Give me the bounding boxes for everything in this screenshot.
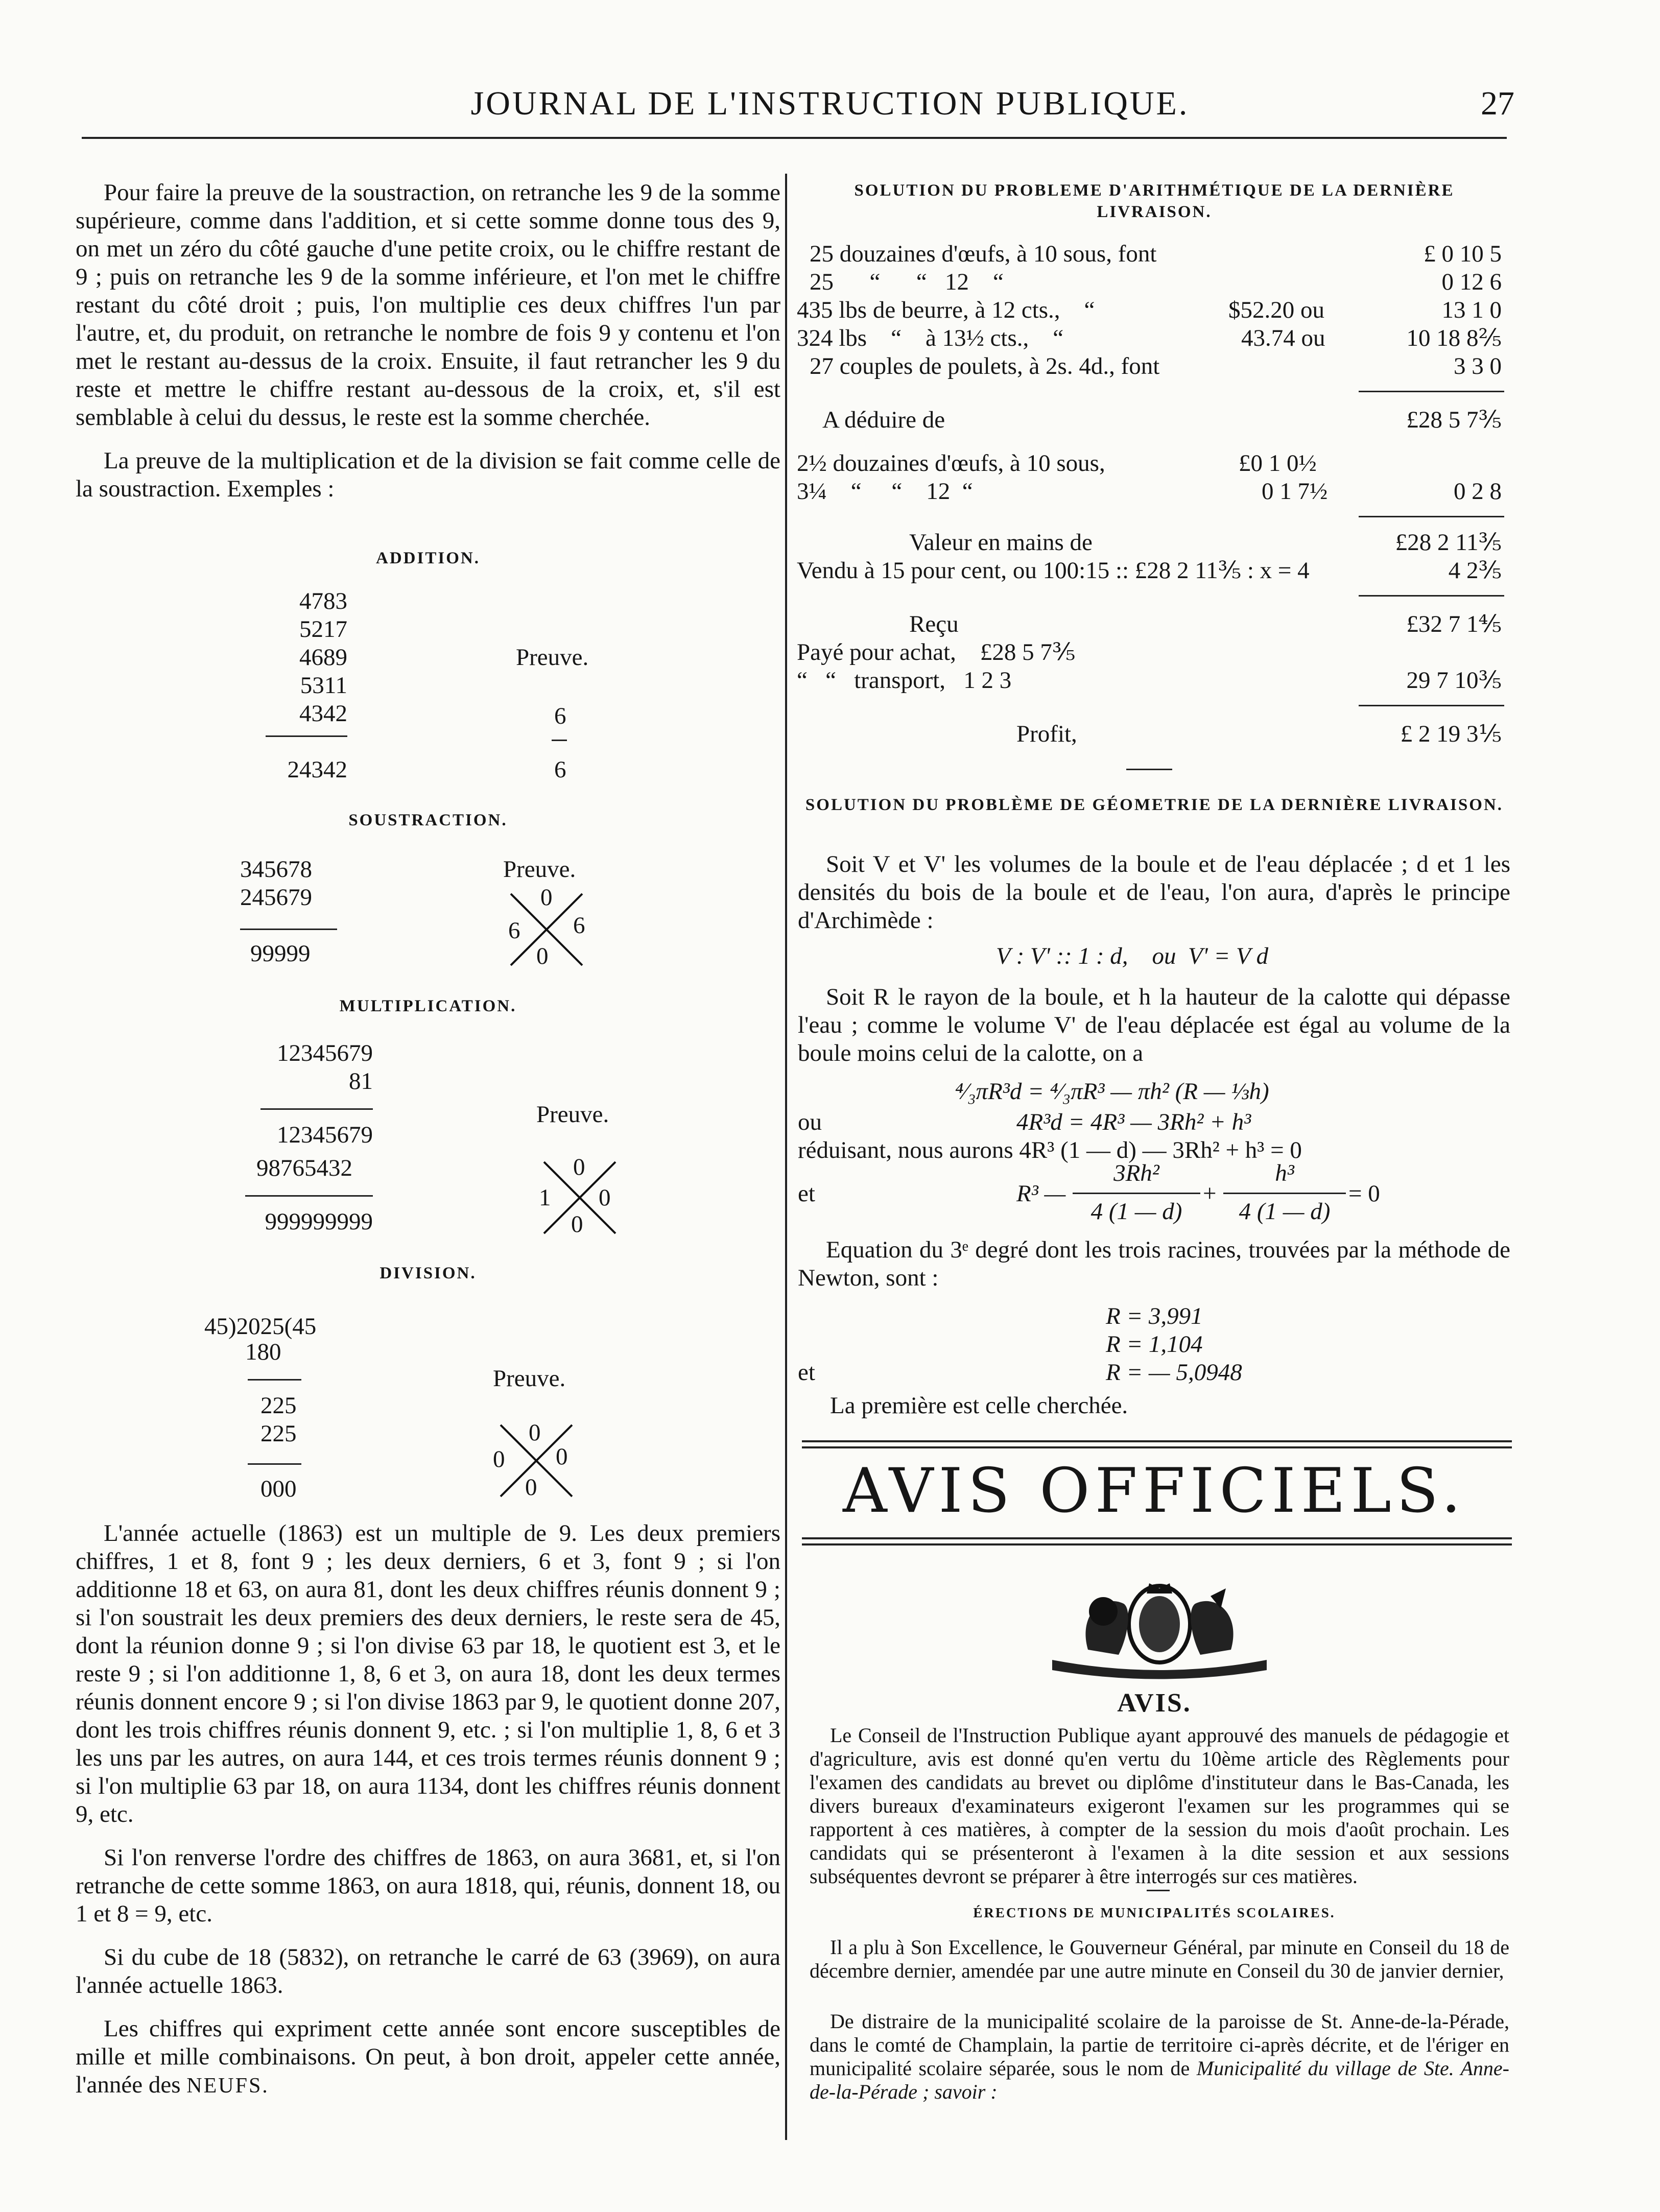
- left-column: [76, 179, 780, 518]
- multiplication-cross-left: 1: [539, 1184, 551, 1211]
- multiplication-preuve-label: Preuve.: [536, 1101, 609, 1128]
- avis-double-rule-top-2: [802, 1446, 1512, 1448]
- geo-paragraph-2: Soit R le rayon de la boule, et h la hauteur de la calotte qui dépasse l'eau ; comme le volume V' de l'eau déplacée est égal au volume de la boule moins celui de la calotte, on a: [798, 984, 1510, 1066]
- arith-row-label: 25 “ “ 12 “: [810, 269, 1004, 295]
- profit-label: Profit,: [1016, 721, 1077, 747]
- deduction-1-label: 2½ douzaines d'œufs, à 10 sous,: [797, 450, 1105, 477]
- addition-total: 24342: [287, 756, 347, 783]
- annee-paragraph: L'année actuelle (1863) est un multiple de 9. Les deux premiers chiffres, 1 et 8, font 9 ; les deux derniers, 6 et 3, font 9 ; si l'on additionne 18 et 63, on aura 81, dont les deux chiffres réunis donnent 9 ; si l'on soustrait les deux premiers des deux derniers, le reste sera de 45, dont la réunion donne 9 ; si l'on divise 63 par 18, le quotient est 3, et le reste 9 ; si l'on additionne 1, 8, 6 et 3, on aura 18, dont les deux termes réunis donnent encore 9 ; si l'on divise 1863 par 9, le quotient donne 207, dont les trois chiffres réunis donnent 9, etc. ; si l'on multiplie 1, 8, 6 et 3 les uns par les autres, on aura 144, et ces trois termes réunis donnent 9 ; si l'on multiplie 63 par 18, on aura 1134, dont les chiffres réunis donnent 9, etc.: [76, 1520, 780, 1827]
- addition-heading: ADDITION.: [376, 549, 480, 567]
- deduire-label: A déduire de: [822, 407, 945, 433]
- division-preuve-label: Preuve.: [493, 1365, 566, 1392]
- multiplication-cross-top: 0: [573, 1154, 585, 1180]
- erections-paragraph-2: [810, 2010, 1509, 2104]
- vendu-value: 4 2⅗: [1448, 557, 1502, 584]
- geo-frac1-den: 4 (1 — d): [1090, 1198, 1182, 1225]
- geo-frac2-num: h³: [1275, 1160, 1294, 1186]
- soustraction-cross-bottom: 0: [536, 943, 549, 969]
- paye-2-label: “ “ transport, 1 2 3: [797, 667, 1012, 694]
- section-separator: [1126, 769, 1172, 770]
- valeur-value: £28 2 11⅗: [1395, 529, 1502, 556]
- vendu-label: Vendu à 15 pour cent, ou 100:15 :: £28 2 11⅗ : x = 4: [797, 557, 1310, 584]
- arith-rule-4: [1359, 705, 1504, 706]
- division-line-2: 180: [245, 1339, 281, 1365]
- division-rule-2: [248, 1463, 301, 1465]
- geo-heading: SOLUTION DU PROBLÈME DE GÉOMETRIE DE LA DERNIÈRE LIVRAISON.: [805, 796, 1504, 814]
- geo-conclusion: La première est celle cherchée.: [830, 1392, 1128, 1419]
- soustraction-cross-right: 6: [573, 912, 585, 939]
- multiplication-a: 12345679: [277, 1040, 373, 1066]
- geo-text-2: [798, 983, 1510, 1083]
- soustraction-cross-top: 0: [540, 884, 553, 911]
- geo-formula-2: ⁴⁄₃πR³d = ⁴⁄₃πR³ — πh² (R — ⅓h): [955, 1078, 1269, 1105]
- avis-double-rule-top-1: [802, 1440, 1512, 1442]
- arith-row-value: 3 3 0: [1454, 353, 1502, 379]
- geo-formula-1: V : V' :: 1 : d, ou V' = V d: [996, 943, 1269, 969]
- division-line-3: 225: [260, 1392, 297, 1419]
- soustraction-preuve-label: Preuve.: [503, 856, 576, 883]
- soustraction-result: 99999: [250, 940, 311, 967]
- arith-row-value: 13 1 0: [1441, 297, 1502, 323]
- division-heading: DIVISION.: [380, 1264, 477, 1282]
- paye-2-value: 29 7 10⅗: [1406, 667, 1502, 694]
- profit-value: £ 2 19 3⅕: [1400, 721, 1502, 747]
- multiplication-rule-1: [260, 1108, 373, 1110]
- multiplication-heading: MULTIPLICATION.: [339, 997, 517, 1015]
- arith-rule-3: [1359, 595, 1504, 597]
- left-column-bottom: [76, 1519, 780, 2115]
- recu-value: £32 7 1⅘: [1406, 611, 1502, 637]
- column-divider: [785, 174, 787, 2140]
- addition-number: 5217: [299, 616, 347, 643]
- soustraction-b: 245679: [240, 884, 312, 911]
- geo-root-2: R = 1,104: [1106, 1331, 1203, 1358]
- addition-number: 4689: [299, 644, 347, 671]
- arith-row-value: 0 12 6: [1441, 269, 1502, 295]
- intro2-paragraph: La preuve de la multiplication et de la division se fait comme celle de la soustraction. Exemples :: [76, 447, 780, 502]
- geo-text-1: [798, 850, 1510, 950]
- division-line-1: 45)2025(45: [204, 1313, 317, 1340]
- division-cross-left: 0: [493, 1446, 505, 1472]
- erections-municipality: Municipalité du village de Ste. Anne-de-la-Pérade ; savoir :: [810, 2057, 1510, 2103]
- erections-heading: ÉRECTIONS DE MUNICIPALITÉS SCOLAIRES.: [973, 1905, 1336, 1920]
- arith-rule-2: [1359, 516, 1504, 517]
- geo-ou: ou: [798, 1109, 822, 1135]
- neufs-word: NEUFS.: [186, 2074, 269, 2098]
- multiplication-rule-2: [245, 1195, 373, 1197]
- avis-separator: [1147, 1890, 1170, 1891]
- division-line-5: 000: [260, 1476, 297, 1502]
- avis-double-rule-bottom-1: [802, 1537, 1512, 1539]
- geo-root-1: R = 3,991: [1106, 1303, 1203, 1329]
- soustraction-rule: [240, 929, 337, 930]
- soustraction-heading: SOUSTRACTION.: [348, 811, 508, 829]
- geo-text-3: [798, 1236, 1510, 1307]
- addition-number: 4342: [299, 700, 347, 727]
- arith-row-label: 27 couples de poulets, à 2s. 4d., font: [810, 353, 1160, 379]
- division-cross-bottom: 0: [525, 1474, 537, 1501]
- addition-proof-1: 6: [554, 703, 566, 729]
- division-cross-top: 0: [529, 1419, 541, 1446]
- division-rule-1: [248, 1379, 301, 1381]
- geo-plus: +: [1203, 1180, 1217, 1207]
- division-line-4: 225: [260, 1420, 297, 1447]
- geo-root-3: R = — 5,0948: [1106, 1359, 1242, 1386]
- arith-row-label: 324 lbs “ à 13½ cts., “: [797, 325, 1064, 351]
- geo-formula-4-end: = 0: [1348, 1180, 1380, 1207]
- deduction-2-value: 0 2 8: [1454, 478, 1502, 505]
- arith-rule-1: [1359, 391, 1504, 392]
- arith-row-label: 435 lbs de beurre, à 12 cts., “: [797, 297, 1095, 323]
- multiplication-partial-2: 98765432: [256, 1155, 352, 1181]
- geo-reduisant: réduisant, nous aurons 4R³ (1 — d) — 3Rh² + h³ = 0: [798, 1137, 1302, 1163]
- soustraction-a: 345678: [240, 856, 312, 883]
- addition-proof-rule: [552, 740, 567, 741]
- addition-rule: [266, 735, 347, 737]
- soustraction-cross-left: 6: [508, 917, 520, 944]
- arith-row-value: 10 18 8⅖: [1406, 325, 1502, 351]
- multiplication-cross-bottom: 0: [571, 1211, 583, 1238]
- geo-frac2-bar: [1223, 1193, 1346, 1194]
- avis-officiels-title: AVIS OFFICIELS.: [843, 1456, 1466, 1527]
- recu-label: Reçu: [909, 611, 959, 637]
- erections-text: De distraire de la municipalité scolaire de la paroisse de St. Anne-de-la-Pérade, dans le comté de Champlain, la partie de territoire ci-après décrite, et de l'ériger en municipalité scolaire séparée, sous le nom de: [810, 2010, 1509, 2080]
- geo-formula-3: 4R³d = 4R³ — 3Rh² + h³: [1016, 1109, 1251, 1135]
- multiplication-b: 81: [349, 1068, 373, 1095]
- addition-number: 4783: [299, 588, 347, 614]
- paye-label: Payé pour achat, £28 5 7⅗: [797, 639, 1076, 665]
- deduction-2-label: 3¼ “ “ 12 “: [797, 478, 973, 505]
- division-cross-right: 0: [556, 1443, 568, 1470]
- arith-heading: SOLUTION DU PROBLEME D'ARITHMÉTIQUE DE LA DERNIÈRE LIVRAISON.: [854, 181, 1455, 221]
- multiplication-partial-1: 12345679: [277, 1122, 373, 1148]
- multiplication-cross-right: 0: [599, 1184, 611, 1211]
- addition-numbers: [266, 587, 347, 728]
- arith-row-label: 25 douzaines d'œufs, à 10 sous, font: [810, 241, 1157, 267]
- multiplication-result: 999999999: [265, 1208, 373, 1235]
- geo-frac2-den: 4 (1 — d): [1239, 1198, 1331, 1225]
- addition-preuve-label: Preuve.: [516, 644, 589, 671]
- valeur-label: Valeur en mains de: [909, 529, 1093, 556]
- addition-proof-2: 6: [554, 756, 566, 783]
- arith-row-mid: 43.74 ou: [1241, 325, 1325, 351]
- erections-paragraph-1: Il a plu à Son Excellence, le Gouverneur Général, par minute en Conseil du 18 de décembre dernier, amendée par une autre minute en Conseil du 30 de janvier dernier,: [810, 1936, 1509, 1982]
- avis-heading: AVIS.: [1117, 1688, 1192, 1718]
- chiffres-paragraph: [76, 2015, 780, 2100]
- geo-formula-4-start: R³ —: [1016, 1180, 1066, 1207]
- coat-of-arms-icon: [1042, 1573, 1277, 1680]
- chiffres-text: Les chiffres qui expriment cette année sont encore susceptibles de mille et mille combinaisons. On peut, à bon droit, appeler cette année, l'année des: [76, 2015, 780, 2098]
- geo-frac1-bar: [1073, 1193, 1200, 1194]
- renverse-paragraph: Si l'on renverse l'ordre des chiffres de 1863, on aura 3681, et, si l'on retranche de cette somme 1863, on aura 1818, qui, réunis, donnent 18, ou 1 et 8 = 9, etc.: [76, 1844, 780, 1927]
- geo-paragraph-1: Soit V et V' les volumes de la boule et de l'eau déplacée ; d et 1 les densités du bois de la boule et de l'eau, l'on aura, d'après le principe d'Archimède :: [798, 851, 1510, 934]
- intro-paragraph: Pour faire la preuve de la soustraction, on retranche les 9 de la somme supérieure, comme dans l'addition, et si cette somme donne tous des 9, on met un zéro du côté gauche d'une petite croix, ou le chiffre restant de 9 ; puis on retranche les 9 de la somme inférieure, et l'on met le chiffre restant du côté droit ; puis, l'on multiplie ces deux chiffres l'un par l'autre, et, du produit, on retranche le nombre de fois 9 y contenu et l'on met le restant au-dessus de la croix. Ensuite, il faut retrancher les 9 du reste et mettre le chiffre restant au-dessous de la croix, et, s'il est semblable à celui du dessus, le reste est la somme cherchée.: [76, 179, 780, 431]
- arith-row-value: £ 0 10 5: [1424, 241, 1502, 267]
- page-number: 27: [1481, 85, 1514, 122]
- geo-et-2: et: [798, 1359, 815, 1386]
- geo-et: et: [798, 1180, 815, 1207]
- arith-row-mid: $52.20 ou: [1228, 297, 1324, 323]
- deduction-1-mid: £0 1 0½: [1239, 450, 1317, 477]
- deduction-2-mid: 0 1 7½: [1262, 478, 1328, 505]
- cube-paragraph: Si du cube de 18 (5832), on retranche le carré de 63 (3969), on aura l'année actuelle 1863.: [76, 1944, 780, 1999]
- addition-number: 5311: [300, 672, 347, 699]
- deduire-value: £28 5 7⅗: [1406, 407, 1502, 433]
- avis-double-rule-bottom-2: [802, 1543, 1512, 1545]
- geo-paragraph-3: Equation du 3ᵉ degré dont les trois racines, trouvées par la méthode de Newton, sont :: [798, 1236, 1510, 1291]
- avis-paragraph: Le Conseil de l'Instruction Publique ayant approuvé des manuels de pédagogie et d'agriculture, avis est donné qu'en vertu du 10ème article des Règlements pour l'examen des candidats au brevet ou diplôme d'instituteur dans le Bas-Canada, les divers bureaux d'examinateurs exigeront l'examen sur les programmes qui se rapportent à ces matières, à compter de la session du mois d'août prochain. Les candidats qui se présenteront à l'examen à la dite session et aux sessions subséquentes devront se préparer à être interrogés sur ces matières.: [810, 1724, 1509, 1888]
- header-rule: [82, 137, 1507, 139]
- geo-frac1-num: 3Rh²: [1113, 1160, 1159, 1186]
- journal-title: JOURNAL DE L'INSTRUCTION PUBLIQUE.: [470, 85, 1190, 122]
